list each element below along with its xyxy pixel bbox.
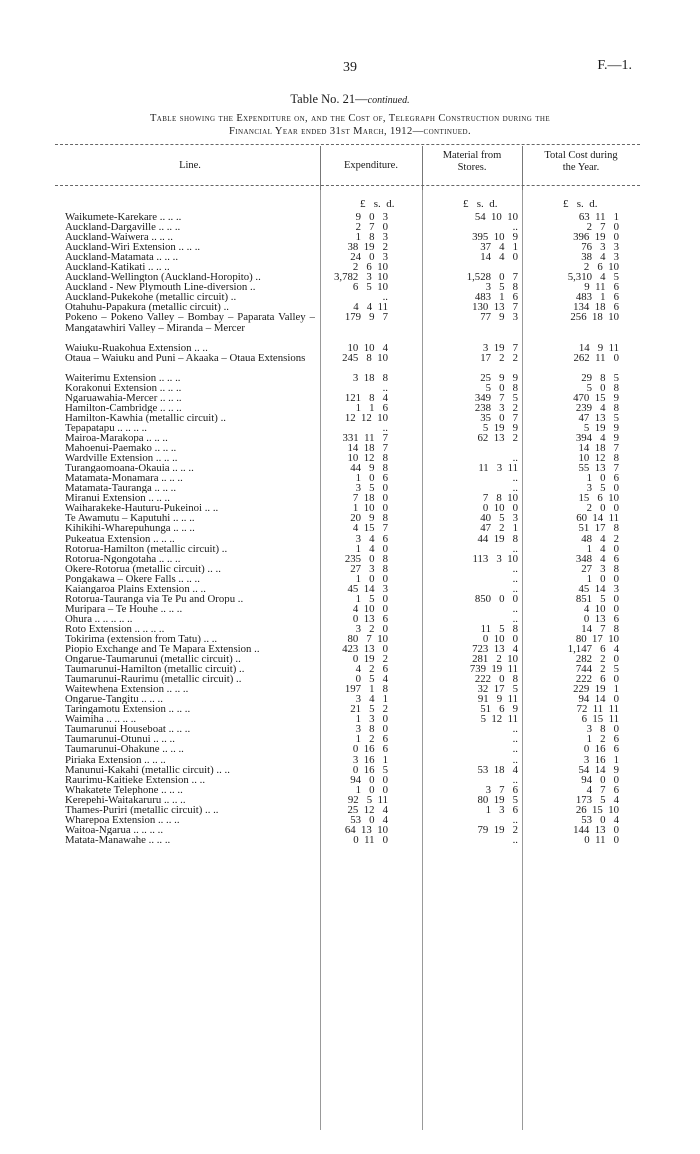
expenditure-cell: 235 0 8 (344, 552, 388, 565)
total-cell: 5 0 8 (586, 381, 619, 394)
total-cell: 396 19 0 (573, 231, 619, 244)
total-cell: 76 3 3 (581, 241, 619, 254)
line-name: Manunui-Kakahi (metallic circuit) .. .. (65, 764, 230, 775)
line-name: Otaua – Waiuku and Puni – Akaaka – Otaua Extensions (65, 352, 306, 363)
line-name: Waimiha .. .. .. .. (65, 714, 137, 725)
line-name: Pokeno – Pokeno Valley – Bombay – Paparata Valley – Mangatawhiri Valley – Miranda – Mercer (65, 312, 315, 333)
line-name: Otahuhu-Papakura (metallic circuit) .. (65, 302, 229, 313)
material-cell: 32 17 5 (477, 683, 518, 696)
line-name: Auckland-Waiwera .. .. .. (65, 232, 173, 243)
material-cell: .. (512, 602, 518, 615)
line-name: Mairoa-Marakopa .. .. .. (65, 433, 168, 444)
expenditure-cell: 44 9 8 (350, 462, 388, 475)
expenditure-cell: 24 0 3 (350, 251, 388, 264)
material-cell: .. (512, 452, 518, 465)
header-line: Line. (179, 160, 201, 171)
header-material (422, 150, 522, 174)
material-cell: 1 3 6 (485, 803, 518, 816)
material-cell: 5 0 8 (485, 381, 518, 394)
material-cell: .. (512, 833, 518, 846)
total-cell: 229 19 1 (573, 683, 619, 696)
line-name: Raurimu-Kaitieke Extension .. .. (65, 774, 206, 785)
material-cell: .. (512, 813, 518, 826)
line-name: Waiharakeke-Hauturu-Pukeinoi .. .. (65, 503, 219, 514)
total-cell: 15 6 10 (578, 492, 619, 505)
table-row (0, 353, 700, 373)
line-name: Kihikihi-Wharepuhunga .. .. .. (65, 523, 195, 534)
total-cell: 94 0 0 (581, 773, 619, 786)
expenditure-cell: 4 15 7 (352, 522, 388, 535)
header-material-line2: Stores. (457, 162, 487, 173)
line-name: Waitewhena Extension .. .. .. (65, 684, 189, 695)
expenditure-cell: 1 0 0 (355, 783, 388, 796)
material-cell: 44 19 8 (477, 532, 518, 545)
line-name: Auckland-Pukekohe (metallic circuit) .. (65, 292, 237, 303)
total-cell: 3 5 0 (586, 482, 619, 495)
line-name: Taumarunui Houseboat .. .. .. (65, 724, 191, 735)
total-cell: 48 4 2 (581, 532, 619, 545)
material-cell: 7 8 10 (482, 492, 518, 505)
material-cell: .. (512, 733, 518, 746)
material-cell: 739 19 11 (469, 663, 518, 676)
table-row (0, 312, 700, 342)
material-cell: .. (512, 753, 518, 766)
expenditure-cell: 197 1 8 (344, 683, 388, 696)
header-expenditure: Expenditure. (344, 160, 398, 171)
table-title (0, 92, 700, 107)
material-cell: 37 4 1 (480, 241, 518, 254)
total-cell: 1 4 0 (586, 542, 619, 555)
expenditure-cell: 2 7 0 (355, 221, 388, 234)
expenditure-cell: 1 0 0 (355, 572, 388, 585)
material-cell: 91 9 11 (477, 693, 518, 706)
material-cell: 40 5 3 (480, 512, 518, 525)
material-cell: 238 3 2 (474, 401, 518, 414)
total-cell: 26 15 10 (575, 803, 619, 816)
expenditure-cell: 64 13 10 (344, 823, 388, 836)
total-cell: 5 19 9 (583, 421, 619, 434)
expenditure-cell: 3 16 1 (352, 753, 388, 766)
total-cell: 38 4 3 (581, 251, 619, 264)
total-cell: 394 4 9 (575, 432, 619, 445)
expenditure-cell: 92 5 11 (347, 793, 388, 806)
total-cell: 5,310 4 5 (567, 271, 619, 284)
table-title-continued: continued. (367, 95, 410, 106)
total-cell: 348 4 6 (575, 552, 619, 565)
total-cell: 2 0 0 (586, 502, 619, 515)
expenditure-cell: 3 5 0 (355, 482, 388, 495)
expenditure-cell: .. (382, 421, 388, 434)
line-name: Miranui Extension .. .. .. (65, 493, 170, 504)
total-cell: 29 8 5 (581, 371, 619, 384)
total-cell: 0 16 6 (583, 743, 619, 756)
total-cell: 27 3 8 (581, 562, 619, 575)
expenditure-cell: 38 19 2 (347, 241, 388, 254)
expenditure-cell: 0 19 2 (352, 653, 388, 666)
expenditure-cell: 7 18 0 (352, 492, 388, 505)
material-cell: 349 7 5 (474, 391, 518, 404)
line-name: Korakonui Extension .. .. .. (65, 382, 182, 393)
expenditure-cell: 14 18 7 (347, 442, 388, 455)
line-name: Hamilton-Cambridge .. .. .. (65, 402, 182, 413)
material-cell: .. (512, 542, 518, 555)
total-cell: 53 0 4 (581, 813, 619, 826)
total-cell: 144 13 0 (573, 823, 619, 836)
total-cell: 54 14 9 (578, 763, 619, 776)
line-name: Piopio Exchange and Te Mapara Extension .. (65, 644, 260, 655)
material-cell: 47 2 1 (480, 522, 518, 535)
total-cell: 483 1 6 (575, 291, 619, 304)
expenditure-cell: 1 2 6 (355, 733, 388, 746)
line-name: Mahoenui-Paemako .. .. .. (65, 443, 177, 454)
expenditure-cell: 1 10 0 (352, 502, 388, 515)
expenditure-cell: 12 12 10 (344, 411, 388, 424)
expenditure-cell: 10 12 8 (347, 452, 388, 465)
material-cell: .. (512, 472, 518, 485)
line-name: Rotorua-Tauranga via Te Pu and Oropu .. (65, 593, 244, 604)
material-cell: 130 13 7 (472, 301, 518, 314)
total-cell: 239 4 8 (575, 401, 619, 414)
units-row (0, 198, 700, 210)
line-name: Ohura .. .. .. .. .. (65, 613, 133, 624)
total-cell: 3 16 1 (583, 753, 619, 766)
material-cell: 395 10 9 (472, 231, 518, 244)
line-name: Turangaomoana-Okauia .. .. .. (65, 463, 194, 474)
material-cell: 3 7 6 (485, 783, 518, 796)
material-cell: 0 10 0 (482, 632, 518, 645)
material-cell: 11 3 11 (478, 462, 518, 475)
material-cell: .. (512, 582, 518, 595)
line-name: Pukeatua Extension .. .. .. (65, 533, 175, 544)
line-name: Ongarue-Tangitu .. .. .. (65, 694, 163, 705)
line-name: Kerepehi-Waitakaruru .. .. .. (65, 794, 186, 805)
expenditure-cell: 331 11 7 (342, 432, 388, 445)
header-total-line2: the Year. (562, 162, 600, 173)
total-cell: 1 0 0 (586, 572, 619, 585)
expenditure-cell: 25 12 4 (347, 803, 388, 816)
total-cell: 14 18 7 (578, 442, 619, 455)
expenditure-cell: 0 11 0 (353, 833, 388, 846)
line-name: Rotorua-Hamilton (metallic circuit) .. (65, 543, 228, 554)
expenditure-cell: 3 18 8 (352, 371, 388, 384)
material-cell: 14 4 0 (480, 251, 518, 264)
expenditure-cell: 45 14 3 (347, 582, 388, 595)
expenditure-cell: 0 16 5 (352, 763, 388, 776)
line-name: Whakatete Telephone .. .. .. (65, 784, 183, 795)
total-cell: 134 18 6 (573, 301, 619, 314)
expenditure-cell: 80 7 10 (347, 632, 388, 645)
units-material: £ s. d. (463, 198, 498, 210)
caption-line-2: Financial Year ended 31st March, 1912—continued. (229, 126, 471, 137)
line-name: Okere-Rotorua (metallic circuit) .. .. (65, 563, 221, 574)
total-cell: 94 14 0 (578, 693, 619, 706)
total-cell: 14 9 11 (578, 341, 619, 354)
material-cell: .. (512, 482, 518, 495)
table-body (0, 212, 700, 845)
material-cell: 1,528 0 7 (466, 271, 518, 284)
expenditure-cell: 1 5 0 (355, 592, 388, 605)
material-cell: 77 9 3 (480, 311, 518, 324)
total-cell: 0 11 0 (584, 833, 619, 846)
total-cell: 1,147 6 4 (567, 643, 619, 656)
expenditure-cell: 20 9 8 (350, 512, 388, 525)
line-name: Waikumete-Karekare .. .. .. (65, 212, 182, 223)
expenditure-cell: 1 8 3 (355, 231, 388, 244)
total-cell: 2 6 10 (583, 261, 619, 274)
total-cell: 55 13 7 (578, 462, 619, 475)
line-name: Taumarunui-Ohakune .. .. .. (65, 744, 184, 755)
line-name: Matata-Manawahe .. .. .. (65, 834, 171, 845)
line-name: Waitoa-Ngarua .. .. .. .. (65, 824, 164, 835)
expenditure-cell: 3 2 0 (355, 622, 388, 635)
line-name: Roto Extension .. .. .. .. (65, 623, 165, 634)
expenditure-cell: 0 16 6 (352, 743, 388, 756)
material-cell: 222 0 8 (474, 673, 518, 686)
line-name: Muripara – Te Houhe .. .. .. (65, 603, 183, 614)
expenditure-cell: 21 5 2 (350, 703, 388, 716)
expenditure-cell: 0 13 6 (352, 612, 388, 625)
line-name: Waiuku-Ruakohua Extension .. .. (65, 342, 208, 353)
expenditure-cell: 4 4 11 (353, 301, 388, 314)
total-cell: 51 17 8 (578, 522, 619, 535)
line-name: Auckland-Matamata .. .. .. (65, 252, 179, 263)
line-name: Kaiangaroa Plains Extension .. .. (65, 583, 206, 594)
expenditure-cell: 27 3 8 (350, 562, 388, 575)
expenditure-cell: 1 0 6 (355, 472, 388, 485)
expenditure-cell: .. (382, 291, 388, 304)
units-expenditure: £ s. d. (360, 198, 395, 210)
material-cell: .. (512, 612, 518, 625)
total-cell: 10 12 8 (578, 452, 619, 465)
table-row (0, 523, 700, 533)
material-cell: 11 5 8 (480, 622, 518, 635)
material-cell: .. (512, 562, 518, 575)
expenditure-cell: 4 2 6 (355, 663, 388, 676)
expenditure-cell: 245 8 10 (342, 351, 388, 364)
total-cell: 173 5 4 (575, 793, 619, 806)
line-name: Matamata-Tauranga .. .. .. (65, 483, 177, 494)
total-cell: 470 15 9 (573, 391, 619, 404)
line-name: Thames-Puriri (metallic circuit) .. .. (65, 804, 219, 815)
line-name: Ongarue-Taumarunui (metallic circuit) .. (65, 654, 241, 665)
header-top-rule (55, 144, 640, 145)
expenditure-cell: 179 9 7 (344, 311, 388, 324)
total-cell: 222 6 0 (575, 673, 619, 686)
total-cell: 63 11 1 (578, 211, 619, 223)
total-cell: 80 17 10 (575, 632, 619, 645)
material-cell: 25 9 9 (480, 371, 518, 384)
total-cell: 1 0 6 (586, 472, 619, 485)
expenditure-cell: 3 4 6 (355, 532, 388, 545)
line-name: Waiterimu Extension .. .. .. (65, 372, 181, 383)
total-cell: 6 15 11 (581, 713, 619, 726)
line-name: Rotorua-Ngongotaha .. .. .. (65, 553, 181, 564)
line-name: Taumarunui-Hamilton (metallic circuit) .. (65, 664, 245, 675)
material-cell: 17 2 2 (480, 351, 518, 364)
total-cell: 282 2 0 (575, 653, 619, 666)
line-name: Matamata-Monamara .. .. .. (65, 473, 183, 484)
total-cell: 2 7 0 (586, 221, 619, 234)
expenditure-cell: 6 5 10 (352, 281, 388, 294)
material-cell: 3 5 8 (485, 281, 518, 294)
total-cell: 72 11 11 (576, 703, 619, 716)
expenditure-cell: 0 5 4 (355, 673, 388, 686)
caption-line-1: Table showing the Expenditure on, and the Cost of, Telegraph Construction during the (149, 113, 551, 124)
expenditure-cell: 3 4 1 (355, 693, 388, 706)
total-cell: 744 2 5 (575, 663, 619, 676)
line-name: Wardville Extension .. .. .. (65, 453, 178, 464)
table-row (0, 835, 700, 845)
material-cell: 35 0 7 (480, 411, 518, 424)
total-cell: 3 8 0 (586, 723, 619, 736)
material-cell: 5 12 11 (480, 713, 518, 726)
total-cell: 4 10 0 (583, 602, 619, 615)
material-cell: 483 1 6 (474, 291, 518, 304)
line-name: Tepapatapu .. .. .. .. (65, 422, 147, 434)
material-cell: .. (512, 743, 518, 756)
total-cell: 1 2 6 (586, 733, 619, 746)
units-total: £ s. d. (563, 198, 598, 210)
material-cell: 281 2 10 (472, 653, 518, 666)
total-cell: 0 13 6 (583, 612, 619, 625)
material-cell: 113 3 10 (472, 552, 518, 565)
header-bottom-rule (55, 185, 640, 186)
table-caption (60, 112, 640, 138)
material-cell: 53 18 4 (477, 763, 518, 776)
expenditure-cell: 1 1 6 (355, 401, 388, 414)
expenditure-cell: 1 4 0 (355, 542, 388, 555)
expenditure-cell: 94 0 0 (350, 773, 388, 786)
total-cell: 9 11 6 (584, 281, 619, 294)
line-name: Auckland-Wellington (Auckland-Horopito) .. (65, 272, 261, 283)
total-cell: 4 7 6 (586, 783, 619, 796)
header-total (522, 150, 640, 174)
line-name: Piriaka Extension .. .. .. (65, 754, 166, 765)
expenditure-cell: 2 6 10 (352, 261, 388, 274)
expenditure-cell: 4 10 0 (352, 602, 388, 615)
page-number: 39 (343, 60, 357, 75)
expenditure-cell: 9 0 3 (355, 211, 388, 223)
total-cell: 14 7 8 (581, 622, 619, 635)
line-name: Auckland-Wiri Extension .. .. .. (65, 242, 201, 253)
material-cell: 80 19 5 (477, 793, 518, 806)
line-name: Pongakawa – Okere Falls .. .. .. (65, 573, 200, 584)
material-cell: .. (512, 221, 518, 234)
table-title-text: Table No. 21— (290, 92, 368, 106)
total-cell: 262 11 0 (573, 351, 619, 364)
material-cell: 0 10 0 (482, 502, 518, 515)
line-name: Taringamotu Extension .. .. .. (65, 704, 191, 715)
expenditure-cell: 3,782 3 10 (334, 271, 388, 284)
material-cell: 54 10 10 (474, 211, 518, 223)
expenditure-cell: 121 8 4 (344, 391, 388, 404)
line-name: Hamilton-Kawhia (metallic circuit) .. (65, 412, 226, 423)
total-cell: 47 13 5 (578, 411, 619, 424)
expenditure-cell: 10 10 4 (347, 341, 388, 354)
expenditure-cell: 3 8 0 (355, 723, 388, 736)
line-name: Te Awamutu – Kaputuhi .. .. .. (65, 513, 195, 524)
header-total-line1: Total Cost during (544, 150, 618, 161)
line-name: Auckland-Dargaville .. .. .. (65, 222, 181, 233)
material-cell: 51 6 9 (480, 703, 518, 716)
expenditure-cell: 423 13 0 (342, 643, 388, 656)
material-cell: 5 19 9 (482, 421, 518, 434)
header-material-line1: Material from (442, 150, 502, 161)
line-name: Tokirima (extension from Tatu) .. .. (65, 633, 218, 645)
expenditure-cell: 53 0 4 (350, 813, 388, 826)
expenditure-cell: 1 3 0 (355, 713, 388, 726)
line-name: Auckland - New Plymouth Line-diversion .. (65, 282, 256, 293)
line-name: Taumarunui-Raurimu (metallic circuit) .. (65, 674, 242, 685)
material-cell: 850 0 0 (474, 592, 518, 605)
document-reference: F.—1. (597, 58, 632, 73)
material-cell: .. (512, 773, 518, 786)
total-cell: 256 18 10 (570, 311, 619, 324)
line-name: Taumarunui-Otunui .. .. .. (65, 734, 175, 745)
total-cell: 45 14 3 (578, 582, 619, 595)
material-cell: 79 19 2 (477, 823, 518, 836)
expenditure-cell: .. (382, 381, 388, 394)
line-name: Wharepoa Extension .. .. .. (65, 814, 180, 825)
material-cell: 62 13 2 (477, 432, 518, 445)
total-cell: 60 14 11 (576, 512, 619, 525)
total-cell: 851 5 0 (575, 592, 619, 605)
material-cell: 723 13 4 (472, 643, 518, 656)
material-cell: .. (512, 723, 518, 736)
line-name: Ngaruawahia-Mercer .. .. .. (65, 392, 182, 403)
material-cell: 3 19 7 (482, 341, 518, 354)
material-cell: .. (512, 572, 518, 585)
line-name: Auckland-Katikati .. .. .. (65, 262, 170, 273)
